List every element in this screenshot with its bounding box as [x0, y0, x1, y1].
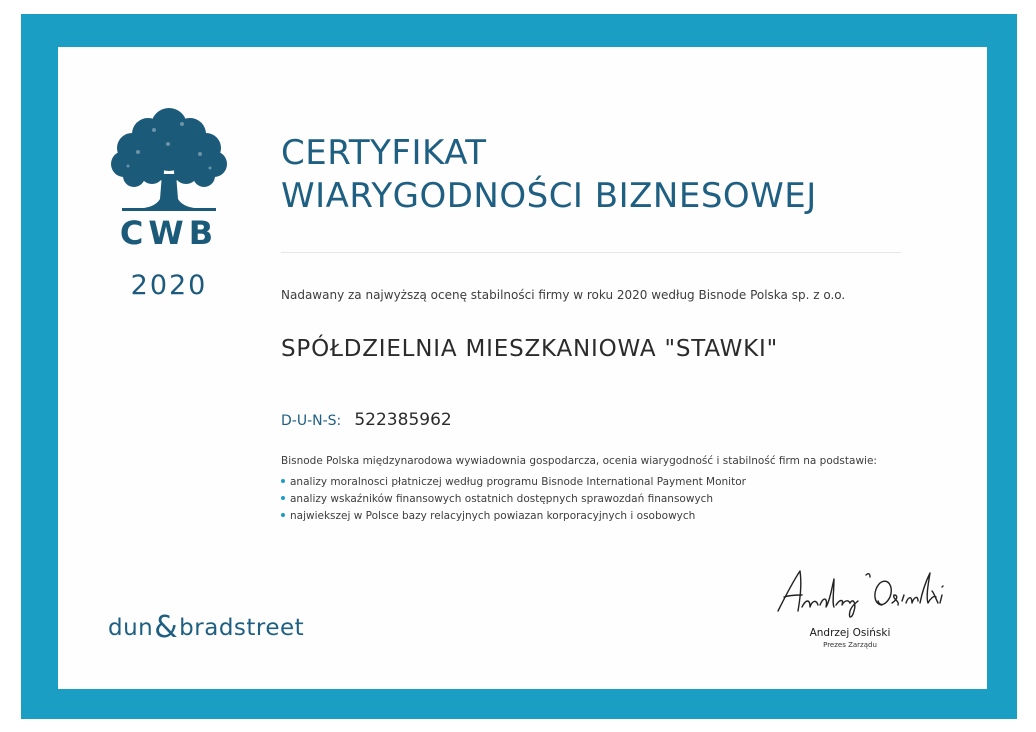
title-line-2: WIARYGODNOŚCI BIZNESOWEJ	[281, 176, 817, 216]
company-name: SPÓŁDZIELNIA MIESZKANIOWA "STAWKI"	[281, 336, 778, 362]
brand-part-2: bradstreet	[179, 615, 305, 641]
criteria-text: najwiekszej w Polsce bazy relacyjnych powiazan korporacyjnych i osobowych	[290, 510, 696, 522]
ampersand-icon: &	[154, 610, 179, 645]
bullet-icon	[281, 479, 285, 483]
brand-part-1: dun	[108, 615, 154, 641]
list-item	[281, 491, 746, 508]
basis-description: Bisnode Polska międzynarodowa wywiadownia gospodarcza, ocenia wiarygodność i stabilność firm na podstawie:	[281, 455, 877, 467]
signer-name: Andrzej Osiński	[809, 627, 891, 639]
criteria-text: analizy wskaźników finansowych ostatnich dostępnych sprawozdań finansowych	[290, 493, 714, 505]
dun-bradstreet-logo	[108, 608, 304, 643]
bullet-icon	[281, 513, 285, 517]
title-line-1: CERTYFIKAT	[281, 133, 487, 173]
list-item	[281, 474, 746, 491]
duns-number	[281, 410, 452, 430]
criteria-text: analizy moralnosci płatniczej według programu Bisnode International Payment Monitor	[290, 476, 746, 488]
list-item	[281, 508, 746, 525]
oak-tree-icon	[104, 104, 234, 254]
handwritten-signature	[770, 565, 950, 625]
duns-label: D-U-N-S:	[281, 413, 342, 429]
duns-value: 522385962	[354, 410, 452, 430]
criteria-list	[281, 474, 746, 525]
certificate-title	[281, 132, 817, 218]
certificate-subtitle: Nadawany za najwyższą ocenę stabilności firmy w roku 2020 według Bisnode Polska sp. z o.o.	[281, 288, 846, 302]
title-divider	[281, 252, 901, 253]
logo-text: CWB	[119, 214, 219, 252]
signer-role: Prezes Zarządu	[823, 641, 877, 649]
certificate-year: 2020	[130, 270, 208, 301]
bullet-icon	[281, 496, 285, 500]
